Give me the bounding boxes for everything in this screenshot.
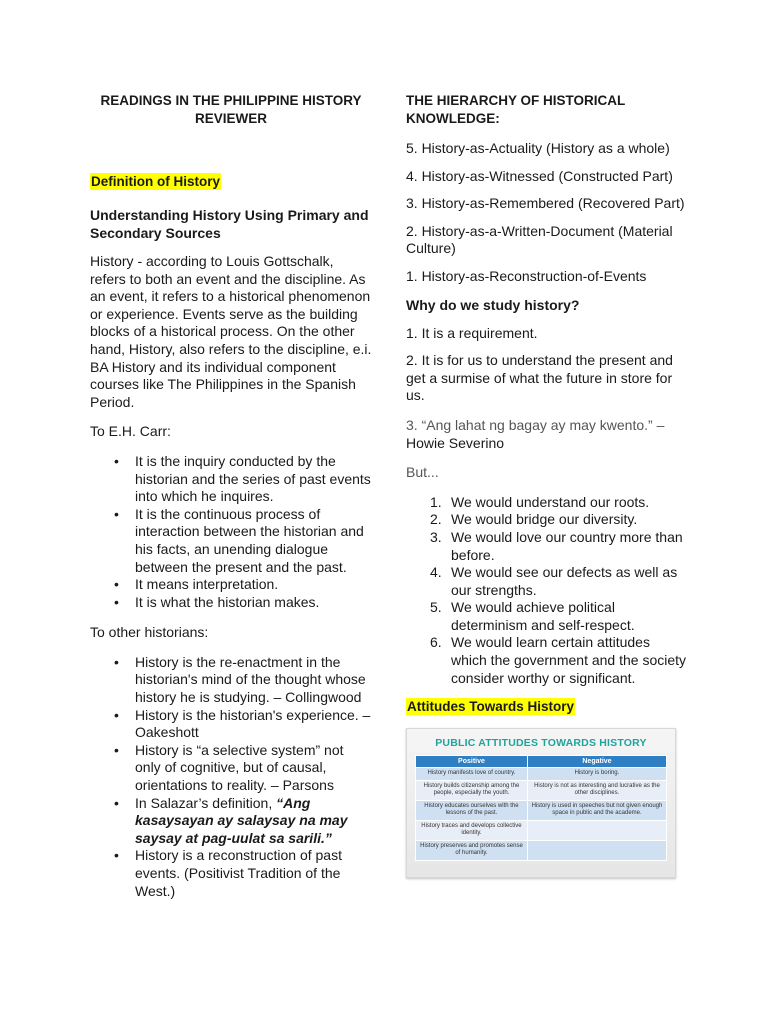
parsons-text: History is “a selective system” not only of cognitive, but of causal, orientations to reality. – Parsons: [135, 741, 344, 794]
reason-3-quote: 3. “Ang lahat ng bagay ay may kwento.” –: [406, 416, 665, 433]
table-cell: History preserves and promotes sense of humanity.: [416, 840, 528, 860]
list-item: [90, 742, 372, 795]
reason-item: 1. It is a requirement.: [406, 324, 538, 341]
others-intro: To other historians:: [90, 624, 209, 641]
primary-secondary-subheading: Understanding History Using Primary and Secondary Sources: [90, 207, 369, 241]
hierarchy-item: 5. History-as-Actuality (History as a whole): [406, 140, 670, 156]
definition-heading: Definition of History: [91, 174, 220, 189]
list-item: • It is the continuous process of interaction between the historian and his facts, an unending dialogue between the present and the past.: [90, 506, 372, 576]
left-column: [90, 92, 372, 913]
list-number: 2.: [430, 511, 442, 528]
list-text: We would understand our roots.: [451, 493, 650, 510]
list-item: [406, 599, 688, 634]
list-item: • It is what the historian makes.: [90, 594, 372, 612]
document-title: READINGS IN THE PHILIPPINE HISTORY REVIEWER: [100, 93, 362, 126]
gottschalk-paragraph: History - according to Louis Gottschalk, refers to both an event and the discipline. As an event, it refers to a historical phenomenon or experience. Events serve as the building blocks of a historical process. On the other hand, History, also refers to the discipline, e.i. BA History and its individual component courses like The Philippines in the Spanish Period.: [90, 253, 372, 410]
list-item: [406, 564, 688, 599]
table-row: [416, 768, 667, 781]
salazar-quote: “Ang kasaysayan ay salaysay na may saysay at pag-uulat sa sarili.”: [135, 794, 348, 846]
table-cell: History educates ourselves with the lessons of the past.: [416, 800, 528, 820]
right-column: [406, 92, 688, 878]
list-number: 6.: [430, 634, 442, 651]
list-item: • History is the re-enactment in the historian's mind of the thought whose history he is studying. – Collingwood: [90, 654, 372, 707]
column-header-positive: Positive: [416, 756, 528, 768]
salazar-prefix: In Salazar’s definition,: [135, 794, 277, 811]
hierarchy-item: 2. History-as-a-Written-Document (Material Culture): [406, 222, 673, 257]
list-number: 3.: [430, 528, 442, 545]
list-item: • History is the historian's experience. – Oakeshott: [90, 707, 372, 742]
list-text: We would see our defects as well as our strengths.: [451, 564, 678, 598]
carr-list: [90, 453, 372, 611]
table-row: [416, 820, 667, 840]
table-cell: History is used in speeches but not given enough space in public and the academe.: [527, 800, 666, 820]
list-item: [406, 529, 688, 564]
table-cell: History manifests love of country.: [416, 768, 528, 781]
table-row: [416, 840, 667, 860]
list-text: We would love our country more than before.: [451, 528, 683, 563]
image-title: PUBLIC ATTITUDES TOWARDS HISTORY: [435, 737, 647, 750]
hierarchy-item: 1. History-as-Reconstruction-of-Events: [406, 267, 647, 284]
list-item: [406, 634, 688, 687]
list-item: • It is the inquiry conducted by the historian and the series of past events into which he inquires.: [90, 453, 372, 506]
list-item: [90, 795, 372, 848]
table-cell: [527, 820, 666, 840]
reason-item: 2. It is for us to understand the present and get a surmise of what the future in store for us.: [406, 352, 673, 404]
list-number: 1.: [430, 493, 442, 510]
list-text: We would learn certain attitudes which the government and the society consider worthy or significant.: [451, 634, 687, 686]
hierarchy-item: 3. History-as-Remembered (Recovered Part): [406, 195, 685, 212]
table-row: [416, 780, 667, 800]
reason-3-author: Howie Severino: [406, 434, 505, 451]
hierarchy-title: THE HIERARCHY OF HISTORICAL KNOWLEDGE:: [406, 93, 626, 126]
hierarchy-item: 4. History-as-Witnessed (Constructed Part): [406, 167, 673, 184]
benefits-list: [406, 494, 688, 688]
table-cell: History is not as interesting and lucrative as the other disciplines.: [527, 780, 666, 800]
others-list: [90, 654, 372, 900]
attitudes-table: [415, 755, 667, 861]
table-cell: History traces and develops collective identity.: [416, 820, 528, 840]
list-number: 5.: [430, 599, 442, 616]
why-study-heading: Why do we study history?: [406, 296, 580, 313]
list-item: [406, 511, 688, 529]
table-cell: [527, 840, 666, 860]
but-label: But...: [406, 464, 439, 481]
carr-intro: To E.H. Carr:: [90, 423, 171, 440]
table-row: [416, 800, 667, 820]
table-cell: History is boring.: [527, 768, 666, 781]
list-item: [406, 494, 688, 512]
column-header-negative: Negative: [527, 756, 666, 768]
list-item: • History is a reconstruction of past events. (Positivist Tradition of the West.): [90, 847, 372, 900]
table-header-row: [416, 756, 667, 768]
attitudes-table-image: [406, 728, 676, 878]
attitudes-heading: Attitudes Towards History: [407, 699, 575, 715]
reason-3: [406, 417, 688, 452]
list-number: 4.: [430, 564, 442, 581]
list-item: • It means interpretation.: [90, 576, 372, 594]
list-text: We would achieve political determinism and self-respect.: [451, 599, 635, 633]
list-text: We would bridge our diversity.: [451, 511, 638, 528]
table-cell: History builds citizenship among the people, especially the youth.: [416, 780, 528, 800]
